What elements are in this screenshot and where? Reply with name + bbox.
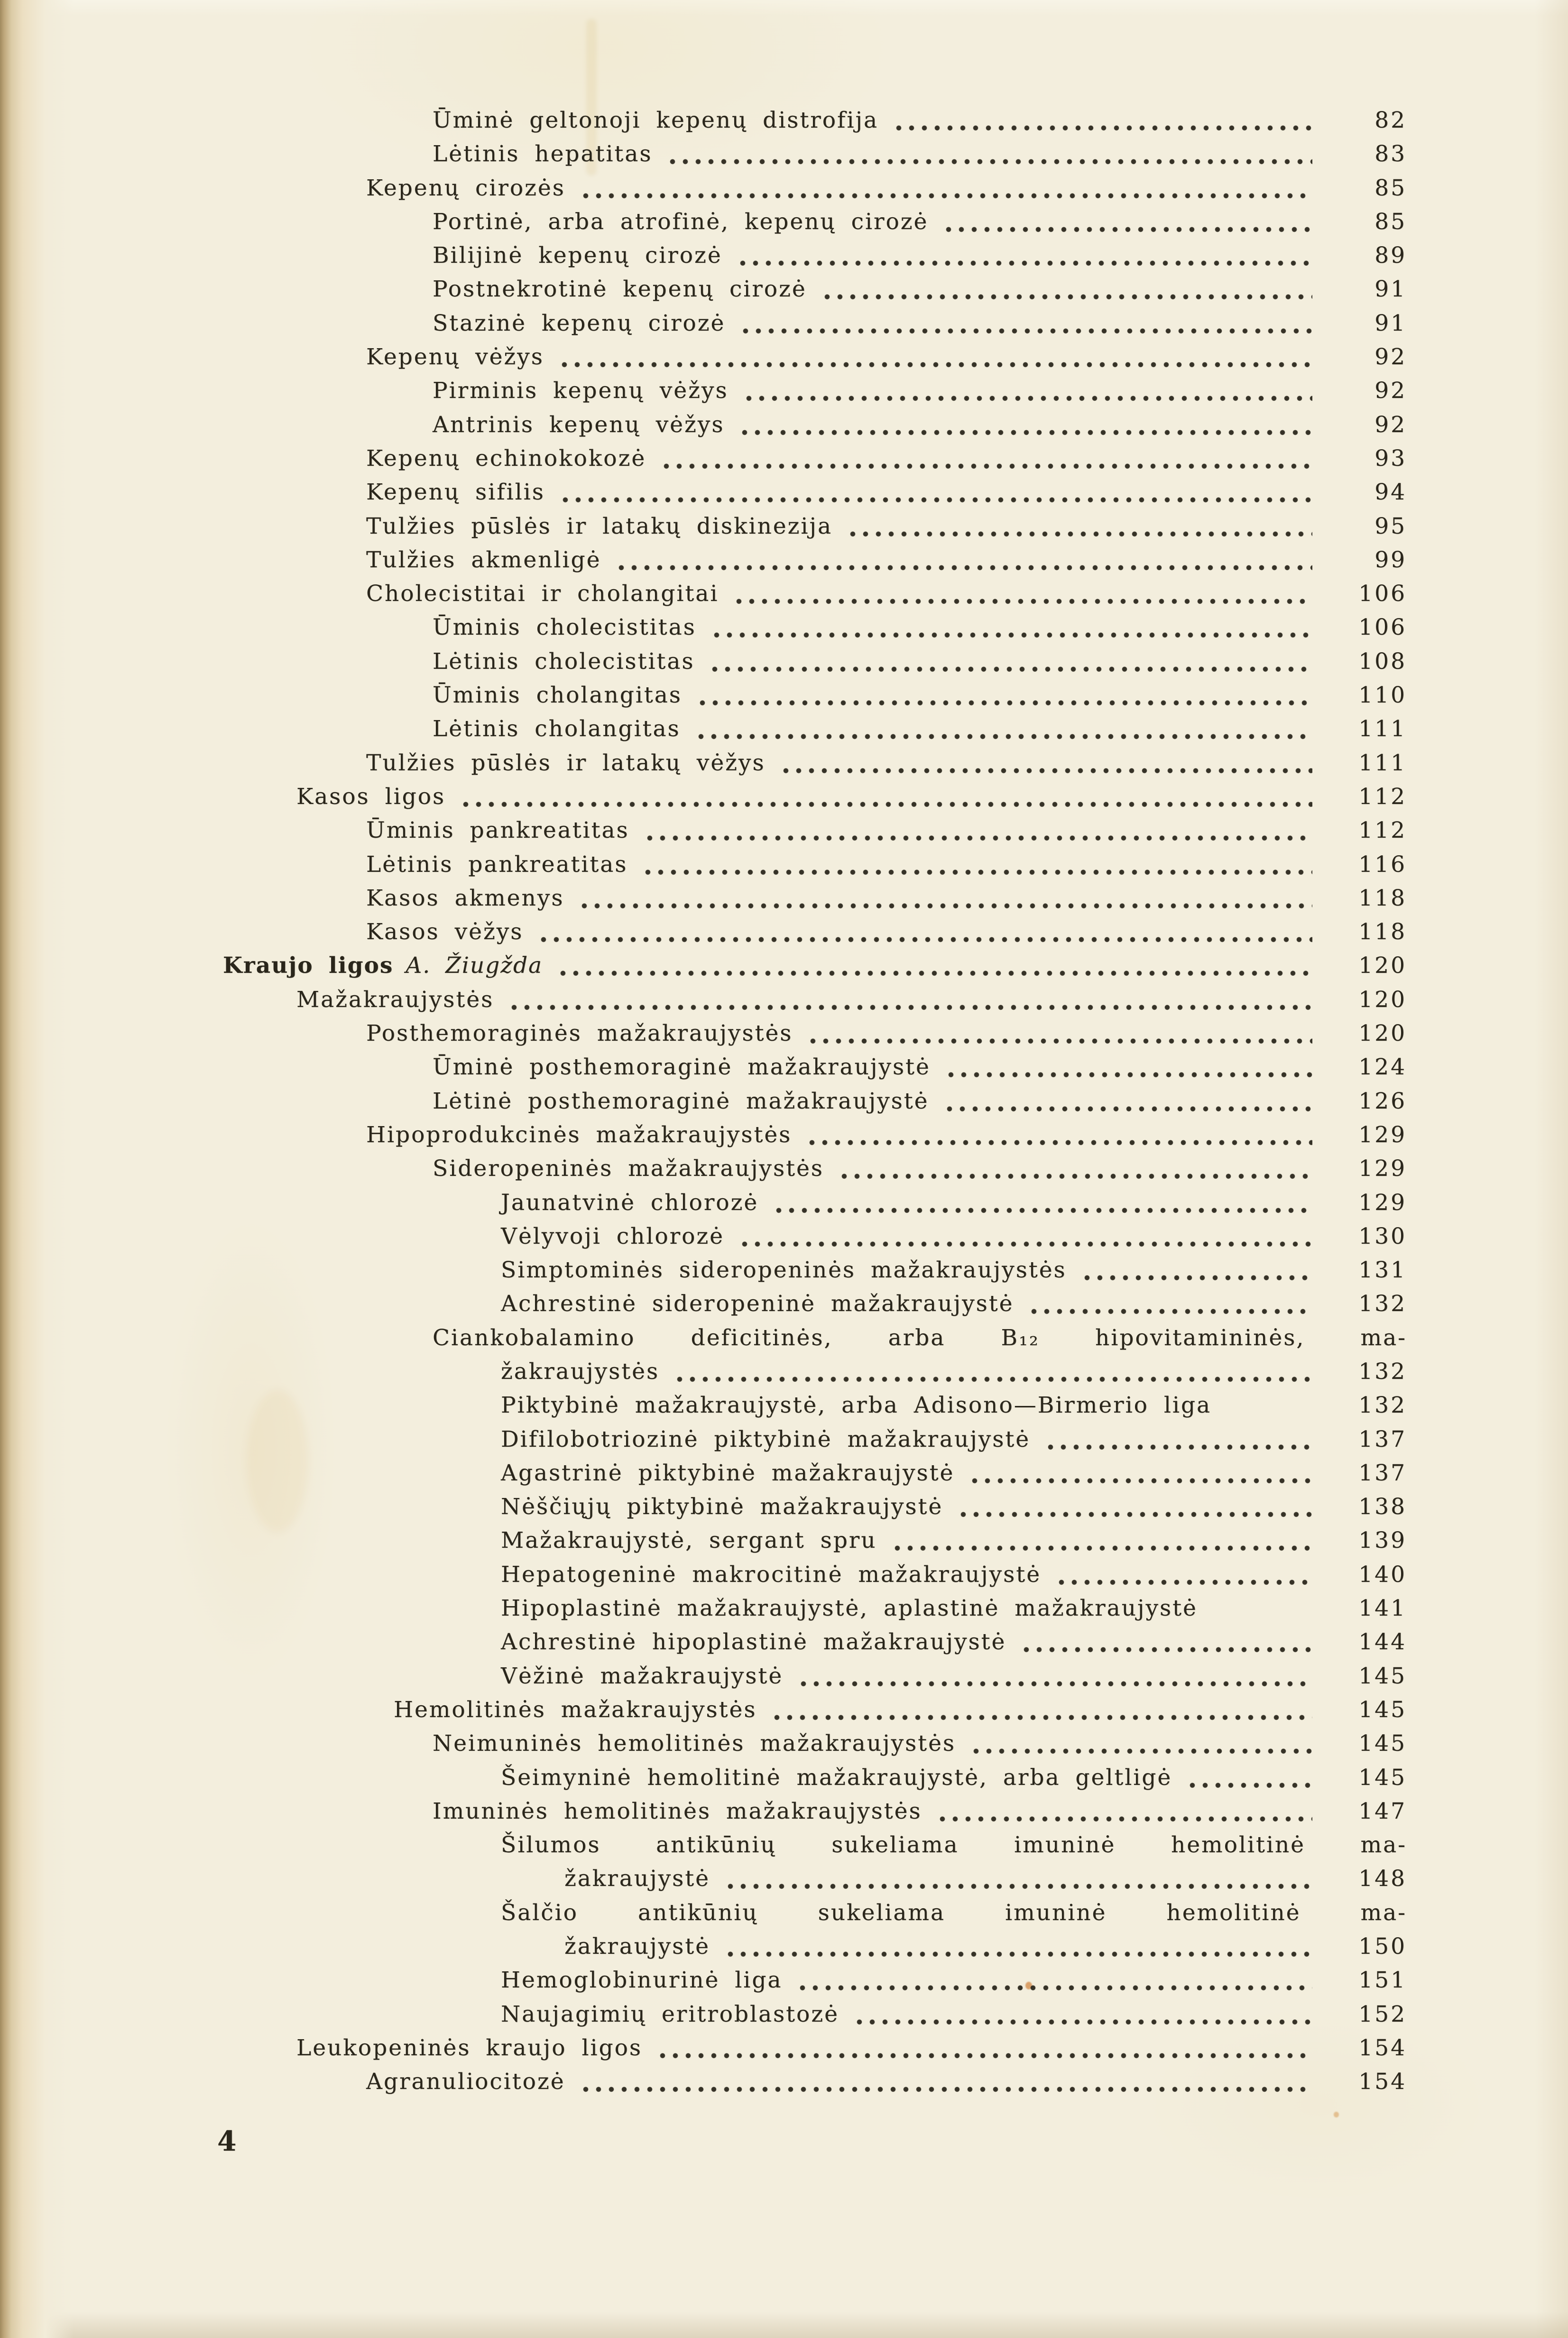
toc-entry-text: Kepenų cirozės (366, 175, 565, 201)
toc-entry-page: 92 (1374, 378, 1407, 404)
toc-entry-page: 132 (1358, 1392, 1407, 1419)
toc-entry-page: 150 (1358, 1933, 1407, 1960)
toc-entry-page: 85 (1374, 175, 1407, 201)
dot-leader (891, 1524, 1312, 1557)
toc-entry-page: 111 (1358, 716, 1407, 742)
dot-leader (1186, 1761, 1312, 1794)
toc-entry-page: 132 (1358, 1291, 1407, 1317)
toc-entry (204, 1963, 1407, 1997)
toc-entry (204, 1152, 1407, 1185)
toc-entry-page: 120 (1358, 952, 1407, 979)
toc-entry-text: Postnekrotinė kepenų cirozė (433, 276, 807, 303)
dot-leader (733, 577, 1312, 610)
toc-entry-text: Hepatogeninė makrocitinė mažakraujystė (501, 1561, 1042, 1588)
dot-leader (739, 306, 1312, 340)
toc-entry-page: 129 (1358, 1155, 1407, 1182)
dot-leader (1081, 1253, 1312, 1287)
toc-entry-text: Agranuliocitozė (366, 2069, 565, 2095)
toc-entry (204, 610, 1407, 644)
toc-entry (204, 205, 1407, 239)
toc-entry-text: Piktybinė mažakraujystė, arba Adisono—Birmerio liga (501, 1392, 1212, 1419)
toc-entry (204, 1862, 1407, 1895)
toc-entry-text: Naujagimių eritroblastozė (501, 2001, 839, 2027)
toc-entry (204, 442, 1407, 475)
toc-entry-text: Mažakraujystės (296, 986, 494, 1013)
toc-entry (204, 509, 1407, 543)
toc-entry (204, 1896, 1407, 1930)
toc-entry-text: Hipoprodukcinės mažakraujystės (366, 1121, 792, 1148)
dot-leader (695, 712, 1312, 746)
toc-entry (204, 137, 1407, 171)
toc-entry (204, 848, 1407, 881)
toc-entry-text: Achrestinė hipoplastinė mažakraujystė (501, 1629, 1006, 1655)
toc-entry-page: 92 (1374, 344, 1407, 370)
toc-entry-page: 99 (1374, 546, 1407, 573)
dot-leader (942, 205, 1312, 239)
toc-entry-text: Lėtinis cholecistitas (433, 648, 695, 675)
toc-entry (204, 543, 1407, 577)
toc-entry-page: 91 (1374, 310, 1407, 336)
toc-entry (204, 1388, 1407, 1422)
dot-leader (696, 678, 1312, 712)
toc-entry-page: 116 (1358, 851, 1407, 878)
dot-leader (557, 949, 1312, 982)
dot-leader (537, 915, 1312, 949)
toc-entry-page: 137 (1358, 1460, 1407, 1486)
toc-entry (204, 408, 1407, 442)
toc-entry-page: 82 (1374, 107, 1407, 133)
dot-leader (738, 408, 1312, 442)
toc-entry-text: Tulžies pūslės ir latakų vėžys (366, 749, 766, 776)
toc-entry-text: Portinė, arba atrofinė, kepenų cirozė (433, 208, 929, 235)
toc-entry-text: Tulžies akmenligė (366, 546, 601, 573)
dot-leader (807, 1017, 1312, 1050)
toc-entry-page: 106 (1358, 581, 1407, 607)
dot-leader (838, 1152, 1312, 1185)
toc-entry (204, 1084, 1407, 1118)
dot-leader (957, 1490, 1312, 1524)
dot-leader (936, 1794, 1312, 1828)
dot-leader (615, 543, 1312, 577)
dot-leader (743, 374, 1312, 407)
toc-entry-text: Kepenų vėžys (366, 344, 544, 370)
toc-entry-page: 129 (1358, 1121, 1407, 1148)
toc-entry-text: Kasos ligos (296, 783, 446, 810)
dot-leader (780, 746, 1312, 780)
toc-entry-text: Tulžies pūslės ir latakų diskinezija (366, 513, 833, 539)
dot-leader (806, 1118, 1312, 1152)
toc-entry (204, 272, 1407, 306)
toc-entry-text: Šeimyninė hemolitinė mažakraujystė, arba geltligė (501, 1764, 1172, 1791)
toc-entry (204, 881, 1407, 915)
toc-entry-page: 129 (1358, 1189, 1407, 1216)
toc-entry (204, 1287, 1407, 1321)
toc-entry (204, 1659, 1407, 1693)
toc-entry-page: 147 (1358, 1798, 1407, 1824)
toc-entry-text: Šilumos antikūnių sukeliama imuninė hemolitinė ma- (501, 1832, 1407, 1858)
toc-entry-page: 154 (1358, 2069, 1407, 2095)
toc-entry-page: 85 (1374, 208, 1407, 235)
toc-entry-page: 130 (1358, 1223, 1407, 1249)
toc-entry (204, 475, 1407, 509)
toc-entry-text: Imuninės hemolitinės mažakraujystės (433, 1798, 922, 1824)
toc-entry-text: Kasos akmenys (366, 885, 564, 911)
toc-entry (204, 1794, 1407, 1828)
toc-entry-text: Kraujo ligos (223, 952, 394, 979)
toc-entry (204, 103, 1407, 137)
dot-leader (656, 2031, 1312, 2065)
toc-entry-text: Lėtinė posthemoraginė mažakraujystė (433, 1088, 929, 1114)
toc-entry (204, 1050, 1407, 1084)
toc-entry-text: Stazinė kepenų cirozė (433, 310, 726, 336)
toc-entry (204, 1524, 1407, 1557)
toc-entry-page: 137 (1358, 1426, 1407, 1452)
dot-leader (1226, 1388, 1312, 1422)
toc-entry-page: 124 (1358, 1054, 1407, 1081)
toc-list (204, 103, 1407, 2099)
toc-entry-text: Kepenų sifilis (366, 479, 545, 506)
toc-entry-page: 131 (1358, 1257, 1407, 1284)
dot-leader (738, 1220, 1312, 1253)
toc-entry-text: Ciankobalamino deficitinės, arba B₁₂ hipovitamininės, ma- (433, 1324, 1407, 1351)
toc-entry (204, 2031, 1407, 2065)
toc-entry (204, 1017, 1407, 1050)
dot-leader (673, 1355, 1312, 1388)
toc-entry (204, 1761, 1407, 1794)
toc-entry-text: Bilijinė kepenų cirozė (433, 242, 722, 269)
toc-entry-text: Mažakraujystė, sergant spru (501, 1527, 877, 1554)
toc-entry-text: Hemolitinės mažakraujystės (394, 1696, 757, 1723)
toc-entry (204, 1321, 1407, 1355)
toc-entry-text: Vėlyvoji chlorozė (501, 1223, 724, 1249)
dot-leader (644, 813, 1312, 847)
toc-entry (204, 1186, 1407, 1220)
toc-entry-text: Ūminis pankreatitas (366, 817, 629, 844)
dot-leader (945, 1050, 1312, 1084)
toc-entry-text: Leukopeninės kraujo ligos (296, 2034, 643, 2061)
toc-entry-text: Šalčio antikūnių sukeliama imuninė hemolitinė ma- (501, 1899, 1407, 1926)
dot-leader (1055, 1558, 1312, 1591)
toc-entry (204, 712, 1407, 746)
toc-entry (204, 374, 1407, 407)
toc-entry (204, 746, 1407, 780)
dot-leader (737, 239, 1312, 272)
toc-entry-text: Lėtinis pankreatitas (366, 851, 628, 878)
dot-leader (724, 1862, 1312, 1895)
paper-fleck (1334, 2112, 1339, 2117)
toc-entry-text: Hemoglobinurinė liga (501, 1967, 783, 1994)
toc-entry-text: Nėščiųjų piktybinė mažakraujystė (501, 1494, 943, 1520)
toc-entry-page: 95 (1374, 513, 1407, 539)
toc-entry (204, 949, 1407, 982)
toc-entry-page: 141 (1358, 1595, 1407, 1622)
toc-entry-page: 145 (1358, 1663, 1407, 1689)
toc-entry-page: 94 (1374, 479, 1407, 506)
toc-entry-text: Ūminis cholangitas (433, 682, 682, 709)
toc-entry-text: Posthemoraginės mažakraujystės (366, 1020, 793, 1047)
toc-entry-text: Kasos vėžys (366, 919, 524, 945)
toc-entry (204, 306, 1407, 340)
toc-entry-page: 126 (1358, 1088, 1407, 1114)
toc-entry-page: 118 (1358, 919, 1407, 945)
toc-entry-author: A. Žiugžda (406, 952, 543, 979)
toc-entry-page: 112 (1358, 817, 1407, 844)
toc-entry-text: Achrestinė sideropeninė mažakraujystė (501, 1291, 1014, 1317)
toc-entry (204, 813, 1407, 847)
dot-leader (580, 171, 1312, 205)
toc-entry-text: Agastrinė piktybinė mažakraujystė (501, 1460, 955, 1486)
toc-entry (204, 1828, 1407, 1862)
toc-entry-page: 145 (1358, 1696, 1407, 1723)
dot-leader (460, 780, 1312, 813)
toc-entry-page: 154 (1358, 2034, 1407, 2061)
toc-entry (204, 2065, 1407, 2098)
toc-entry (204, 1558, 1407, 1591)
toc-entry-page: 148 (1358, 1866, 1407, 1892)
toc-entry-page: 138 (1358, 1494, 1407, 1520)
dot-leader (821, 272, 1312, 306)
dot-leader (1020, 1625, 1312, 1659)
toc-entry-text: Simptominės sideropeninės mažakraujystės (501, 1257, 1067, 1284)
toc-entry (204, 577, 1407, 610)
dot-leader (660, 442, 1312, 475)
toc-entry-page: 120 (1358, 986, 1407, 1013)
dot-leader (853, 1997, 1312, 2031)
dot-leader (558, 340, 1312, 374)
toc-entry-page: 132 (1358, 1358, 1407, 1385)
toc-entry-page: 108 (1358, 648, 1407, 675)
dot-leader (578, 881, 1312, 915)
toc-entry-page: 120 (1358, 1020, 1407, 1047)
toc-entry-page: 83 (1374, 141, 1407, 167)
toc-entry (204, 171, 1407, 205)
toc-entry-text: Vėžinė mažakraujystė (501, 1663, 784, 1689)
dot-leader (710, 610, 1312, 644)
toc-entry (204, 1118, 1407, 1152)
toc-entry (204, 1693, 1407, 1727)
toc-entry (204, 1727, 1407, 1760)
dot-leader (580, 2065, 1312, 2098)
toc-entry-page: 118 (1358, 885, 1407, 911)
toc-entry-text: žakraujystė (564, 1933, 710, 1960)
dot-leader (771, 1693, 1312, 1727)
dot-leader (943, 1084, 1313, 1118)
toc-entry (204, 1220, 1407, 1253)
dot-leader (709, 645, 1312, 678)
toc-entry-text: žakraujystė (564, 1866, 710, 1892)
toc-entry (204, 1253, 1407, 1287)
toc-entry (204, 983, 1407, 1017)
toc-entry-page: 112 (1358, 783, 1407, 810)
dot-leader (642, 848, 1312, 881)
dot-leader (666, 137, 1312, 171)
dot-leader (970, 1727, 1312, 1760)
toc-entry (204, 1456, 1407, 1490)
toc-entry (204, 780, 1407, 813)
toc-entry-text: žakraujystės (501, 1358, 660, 1385)
toc-entry-text: Jaunatvinė chlorozė (501, 1189, 759, 1216)
toc-entry-page: 91 (1374, 276, 1407, 303)
toc-entry-text: Kepenų echinokokozė (366, 445, 646, 471)
dot-leader (773, 1186, 1312, 1220)
toc-entry-page: 145 (1358, 1764, 1407, 1791)
toc-entry-text: Hipoplastinė mažakraujystė, aplastinė mažakraujystė (501, 1595, 1198, 1622)
toc-entry (204, 1591, 1407, 1625)
dot-leader (724, 1930, 1312, 1963)
toc-entry (204, 239, 1407, 272)
dot-leader (847, 509, 1312, 543)
toc-entry-text: Antrinis kepenų vėžys (433, 411, 725, 438)
toc-entry-page: 111 (1358, 749, 1407, 776)
toc-entry-page: 140 (1358, 1561, 1407, 1588)
toc-entry-page: 89 (1374, 242, 1407, 269)
dot-leader (968, 1456, 1312, 1490)
toc-entry (204, 1930, 1407, 1963)
dot-leader (797, 1659, 1312, 1693)
toc-entry-page: 106 (1358, 614, 1407, 641)
toc-entry-page: 93 (1374, 445, 1407, 471)
toc-entry (204, 1490, 1407, 1524)
toc-entry-text: Difilobotriozinė piktybinė mažakraujystė (501, 1426, 1031, 1452)
toc-entry-text: Cholecistitai ir cholangitai (366, 581, 719, 607)
dot-leader (893, 103, 1312, 137)
dot-leader (1044, 1423, 1312, 1456)
toc-entry (204, 1625, 1407, 1659)
toc-entry-text: Ūminė geltonoji kepenų distrofija (433, 107, 879, 133)
toc-entry (204, 915, 1407, 949)
toc-entry (204, 1423, 1407, 1456)
toc-entry (204, 1997, 1407, 2031)
toc-entry-page: 92 (1374, 411, 1407, 438)
toc-entry (204, 678, 1407, 712)
toc-entry (204, 340, 1407, 374)
toc-entry-page: 144 (1358, 1629, 1407, 1655)
dot-leader (796, 1963, 1312, 1997)
toc-entry-text: Pirminis kepenų vėžys (433, 378, 729, 404)
toc-entry (204, 645, 1407, 678)
toc-entry-text: Ūminis cholecistitas (433, 614, 696, 641)
toc-entry-text: Neimuninės hemolitinės mažakraujystės (433, 1730, 956, 1757)
toc-entry-text: Ūminė posthemoraginė mažakraujystė (433, 1054, 931, 1081)
dot-leader (1212, 1591, 1312, 1625)
dot-leader (508, 983, 1312, 1017)
toc-entry (204, 1355, 1407, 1388)
toc-entry-page: 151 (1358, 1967, 1407, 1994)
dot-leader (559, 475, 1312, 509)
page-number-footer: 4 (217, 2125, 238, 2157)
toc-entry-text: Sideropeninės mažakraujystės (433, 1155, 824, 1182)
toc-entry-page: 152 (1358, 2001, 1407, 2027)
toc-entry-text: Lėtinis cholangitas (433, 716, 681, 742)
toc-entry-page: 145 (1358, 1730, 1407, 1757)
toc-entry-page: 110 (1358, 682, 1407, 709)
toc-entry-page: 139 (1358, 1527, 1407, 1554)
dot-leader (1028, 1287, 1312, 1321)
toc-entry-text: Lėtinis hepatitas (433, 141, 653, 167)
